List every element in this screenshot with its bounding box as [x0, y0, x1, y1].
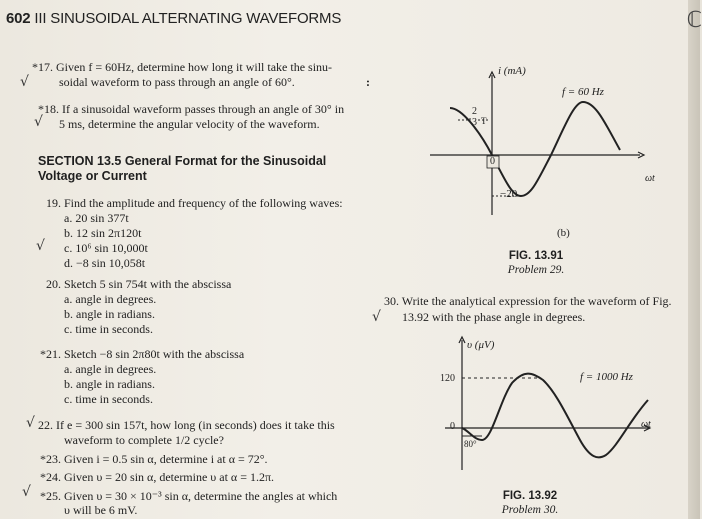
page-number: 602	[6, 10, 31, 27]
fig2-problem	[490, 504, 570, 517]
fig1-problem-text: Problem 29.	[507, 264, 565, 276]
problem-text: Given υ = 20 sin α, determine υ at α = 1.2π.	[64, 470, 275, 484]
fig2-origin-label: 0	[450, 421, 455, 432]
problem-19-item: a. 20 sin 377t	[64, 211, 129, 225]
corner-glyph: ℂ	[686, 8, 702, 33]
handwritten-checkmark: √	[372, 309, 381, 325]
fig2-x-label: ωt	[641, 419, 651, 430]
fig1-frequency-label: f = 60 Hz	[562, 86, 604, 98]
problem-22-line2: waveform to complete 1/2 cycle?	[64, 433, 224, 447]
problem-text: If a sinusoidal waveform passes through an angle of 30° in	[62, 102, 345, 116]
fig2-shift-label: 80°	[464, 439, 477, 449]
problem-20-item: a. angle in degrees.	[64, 292, 157, 306]
problem-number: *18.	[38, 102, 59, 116]
problem-21-item: b. angle in radians.	[64, 377, 155, 391]
problem-text: Find the amplitude and frequency of the following waves:	[64, 196, 343, 210]
problem-19-item: c. 10⁶ sin 10,000t	[64, 241, 148, 255]
chapter-title: SINUSOIDAL ALTERNATING WAVEFORMS	[50, 10, 342, 27]
fig1-part-label: (b)	[557, 227, 570, 239]
problem-20-item: c. time in seconds.	[64, 322, 153, 336]
fig1-y-label: i (mA)	[498, 65, 526, 77]
fig1-origin-label: 0	[490, 156, 495, 167]
problem-text: If e = 300 sin 157t, how long (in seconds) does it take this	[56, 418, 335, 432]
problem-number: *24.	[40, 470, 61, 484]
problem-19-item: d. −8 sin 10,058t	[64, 256, 146, 270]
fig1-min-label: −20	[500, 188, 518, 200]
problem-25-line2: υ will be 6 mV.	[64, 503, 138, 517]
stray-colon-mark: :	[366, 75, 370, 89]
fig2-frequency-label: f = 1000 Hz	[580, 371, 633, 383]
header-separator: III	[34, 10, 47, 27]
sine-waveform	[462, 374, 648, 458]
handwritten-checkmark: √	[20, 74, 29, 90]
handwritten-checkmark: √	[22, 484, 31, 500]
frac-numerator: 2	[472, 106, 477, 117]
handwritten-checkmark: √	[36, 238, 45, 254]
problem-number: 30.	[384, 294, 399, 308]
section-heading: SECTION 13.5 General Format for the Sinusoidal	[38, 154, 327, 168]
fig2-max-label: 120	[440, 373, 455, 384]
problem-text: Given i = 0.5 sin α, determine i at α = 72°.	[64, 452, 268, 466]
fig2-y-label: υ (μV)	[467, 339, 495, 351]
problem-19-item: b. 12 sin 2π120t	[64, 226, 142, 240]
problem-number: 19.	[46, 196, 61, 210]
problem-text: Given υ = 30 × 10⁻³ sin α, determine the angles at which	[64, 489, 338, 503]
fig2-caption: FIG. 13.92	[502, 490, 558, 502]
problem-number: 20.	[46, 277, 61, 291]
fig1-caption: FIG. 13.91	[508, 250, 564, 262]
problem-number: *25.	[40, 489, 61, 503]
problem-number: *17.	[32, 60, 53, 74]
problem-text: Sketch 5 sin 754t with the abscissa	[64, 277, 232, 291]
handwritten-checkmark: √	[26, 415, 35, 431]
problem-number: *21.	[40, 347, 61, 361]
problem-21-item: a. angle in degrees.	[64, 362, 157, 376]
problem-30-line2: 13.92 with the phase angle in degrees.	[402, 310, 586, 324]
frac-denominator: 3	[472, 117, 477, 128]
problem-text: Given f = 60Hz, determine how long it will take the sinu-	[56, 60, 333, 74]
problem-21-item: c. time in seconds.	[64, 392, 153, 406]
problem-text: Write the analytical expression for the waveform of Fig.	[401, 294, 672, 308]
problem-20-item: b. angle in radians.	[64, 307, 155, 321]
problem-17-line2: soidal waveform to pass through an angle of 60°.	[59, 75, 295, 89]
page-edge-shadow	[688, 0, 700, 519]
handwritten-checkmark: √	[34, 114, 43, 130]
problem-number: *23.	[40, 452, 61, 466]
problem-number: 22.	[38, 418, 53, 432]
problem-text: Sketch −8 sin 2π80t with the abscissa	[64, 347, 245, 361]
section-heading-line2: Voltage or Current	[38, 169, 147, 183]
problem-18-line2: 5 ms, determine the angular velocity of the waveform.	[59, 117, 320, 131]
fig2-problem-text: Problem 30.	[501, 504, 559, 516]
frac-unit: T	[481, 116, 487, 126]
fig1-x-label: ωt	[645, 173, 655, 184]
